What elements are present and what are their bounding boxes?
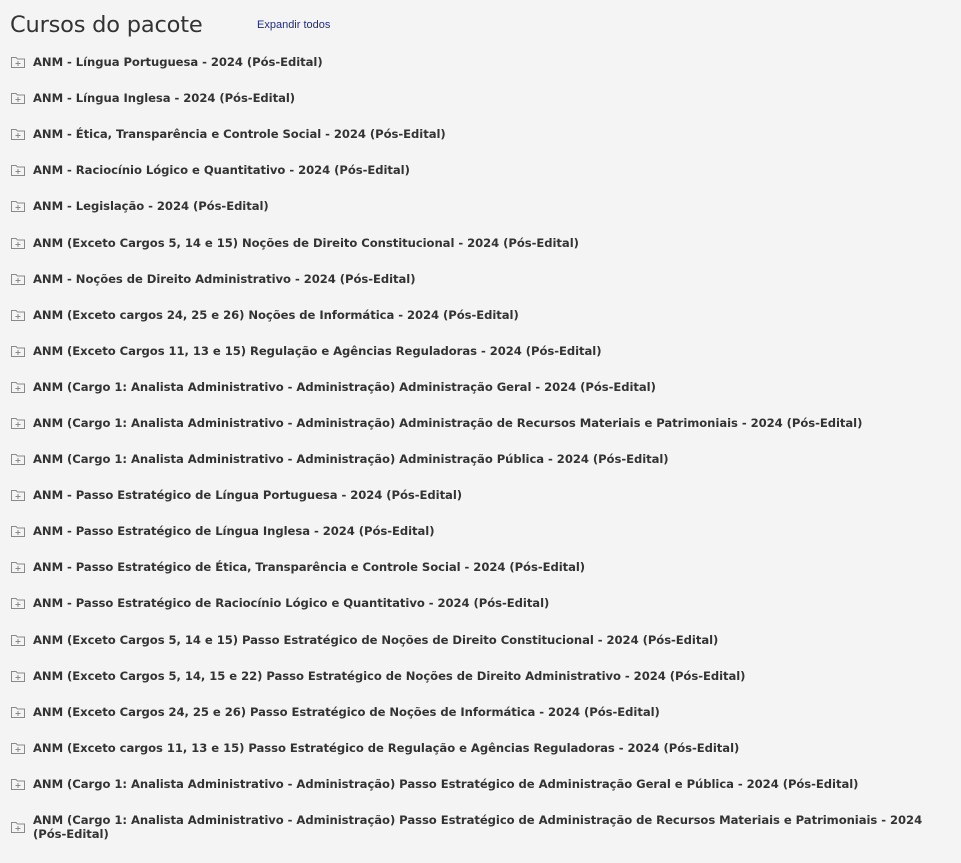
course-label: ANM (Cargo 1: Analista Administrativo - Administração) Administração Pública - 2024 (Pós-Edital) xyxy=(33,452,669,467)
course-label: ANM (Cargo 1: Analista Administrativo - Administração) Administração de Recursos Materiais e Patrimoniais - 2024 (Pós-Edital) xyxy=(33,415,863,430)
course-item-11[interactable] xyxy=(0,405,961,441)
folder-plus-icon[interactable] xyxy=(10,524,26,538)
course-item-21[interactable] xyxy=(0,766,961,802)
course-label: ANM - Noções de Direito Administrativo - 2024 (Pós-Edital) xyxy=(33,271,416,286)
page-title: Cursos do pacote xyxy=(10,12,203,38)
course-item-4[interactable] xyxy=(0,152,961,188)
course-label: ANM - Língua Inglesa - 2024 (Pós-Edital) xyxy=(33,91,296,106)
folder-plus-icon[interactable] xyxy=(10,380,26,394)
course-item-18[interactable] xyxy=(0,658,961,694)
course-label: ANM (Exceto Cargos 5, 14, 15 e 22) Passo Estratégico de Noções de Direito Administrativo - 2024 (Pós-Edital) xyxy=(33,668,746,683)
folder-plus-icon[interactable] xyxy=(10,560,26,574)
course-item-15[interactable] xyxy=(0,549,961,585)
course-item-16[interactable] xyxy=(0,585,961,621)
course-label: ANM (Cargo 1: Analista Administrativo - Administração) Administração Geral - 2024 (Pós-Edital) xyxy=(33,379,656,394)
course-label: ANM (Cargo 1: Analista Administrativo - Administração) Passo Estratégico de Administração de Recursos Materiais e Patrimoniais - 2024 (Pós-Edital) xyxy=(33,812,923,841)
course-label: ANM - Raciocínio Lógico e Quantitativo - 2024 (Pós-Edital) xyxy=(33,163,410,178)
folder-plus-icon[interactable] xyxy=(10,199,26,213)
course-label: ANM (Exceto Cargos 11, 13 e 15) Regulação e Agências Reguladoras - 2024 (Pós-Edital) xyxy=(33,343,602,358)
folder-plus-icon[interactable] xyxy=(10,705,26,719)
course-label: ANM (Exceto Cargos 5, 14 e 15) Passo Estratégico de Noções de Direito Constitucional - 2024 (Pós-Edital) xyxy=(33,632,719,647)
page-header xyxy=(10,8,202,42)
course-label: ANM (Exceto Cargos 24, 25 e 26) Passo Estratégico de Noções de Informática - 2024 (Pós-Edital) xyxy=(33,704,660,719)
course-item-1[interactable] xyxy=(0,44,961,80)
expand-all-link[interactable]: Expandir todos xyxy=(257,19,331,31)
course-label: ANM (Exceto cargos 11, 13 e 15) Passo Estratégico de Regulação e Agências Reguladoras - 2024 (Pós-Edital) xyxy=(33,740,740,755)
course-item-9[interactable] xyxy=(0,333,961,369)
course-item-7[interactable] xyxy=(0,261,961,297)
course-label: ANM - Ética, Transparência e Controle Social - 2024 (Pós-Edital) xyxy=(33,127,446,142)
course-item-3[interactable] xyxy=(0,116,961,152)
course-label: ANM (Exceto cargos 24, 25 e 26) Noções de Informática - 2024 (Pós-Edital) xyxy=(33,307,519,322)
folder-plus-icon[interactable] xyxy=(10,820,26,834)
course-item-10[interactable] xyxy=(0,369,961,405)
course-item-5[interactable] xyxy=(0,188,961,224)
course-list xyxy=(0,44,961,852)
course-label: ANM (Cargo 1: Analista Administrativo - Administração) Passo Estratégico de Administração Geral e Pública - 2024 (Pós-Edital) xyxy=(33,776,859,791)
course-label: ANM - Passo Estratégico de Língua Inglesa - 2024 (Pós-Edital) xyxy=(33,524,435,539)
course-label: ANM - Passo Estratégico de Língua Portuguesa - 2024 (Pós-Edital) xyxy=(33,488,463,503)
course-item-17[interactable] xyxy=(0,622,961,658)
course-label: ANM - Passo Estratégico de Raciocínio Lógico e Quantitativo - 2024 (Pós-Edital) xyxy=(33,596,550,611)
course-label: ANM - Legislação - 2024 (Pós-Edital) xyxy=(33,199,269,214)
course-item-22[interactable] xyxy=(0,802,961,852)
folder-plus-icon[interactable] xyxy=(10,416,26,430)
course-item-20[interactable] xyxy=(0,730,961,766)
course-label: ANM (Exceto Cargos 5, 14 e 15) Noções de Direito Constitucional - 2024 (Pós-Edital) xyxy=(33,235,579,250)
course-label: ANM - Língua Portuguesa - 2024 (Pós-Edital) xyxy=(33,55,323,70)
course-item-14[interactable] xyxy=(0,513,961,549)
course-item-8[interactable] xyxy=(0,297,961,333)
course-item-13[interactable] xyxy=(0,477,961,513)
folder-plus-icon[interactable] xyxy=(10,596,26,610)
folder-plus-icon[interactable] xyxy=(10,741,26,755)
folder-plus-icon[interactable] xyxy=(10,55,26,69)
folder-plus-icon[interactable] xyxy=(10,127,26,141)
folder-plus-icon[interactable] xyxy=(10,91,26,105)
folder-plus-icon[interactable] xyxy=(10,344,26,358)
course-label: ANM - Passo Estratégico de Ética, Transparência e Controle Social - 2024 (Pós-Edital) xyxy=(33,560,586,575)
folder-plus-icon[interactable] xyxy=(10,452,26,466)
course-item-6[interactable] xyxy=(0,224,961,260)
folder-plus-icon[interactable] xyxy=(10,777,26,791)
folder-plus-icon[interactable] xyxy=(10,633,26,647)
folder-plus-icon[interactable] xyxy=(10,272,26,286)
folder-plus-icon[interactable] xyxy=(10,669,26,683)
course-item-2[interactable] xyxy=(0,80,961,116)
folder-plus-icon[interactable] xyxy=(10,488,26,502)
folder-plus-icon[interactable] xyxy=(10,163,26,177)
course-item-19[interactable] xyxy=(0,694,961,730)
course-item-12[interactable] xyxy=(0,441,961,477)
folder-plus-icon[interactable] xyxy=(10,308,26,322)
folder-plus-icon[interactable] xyxy=(10,236,26,250)
